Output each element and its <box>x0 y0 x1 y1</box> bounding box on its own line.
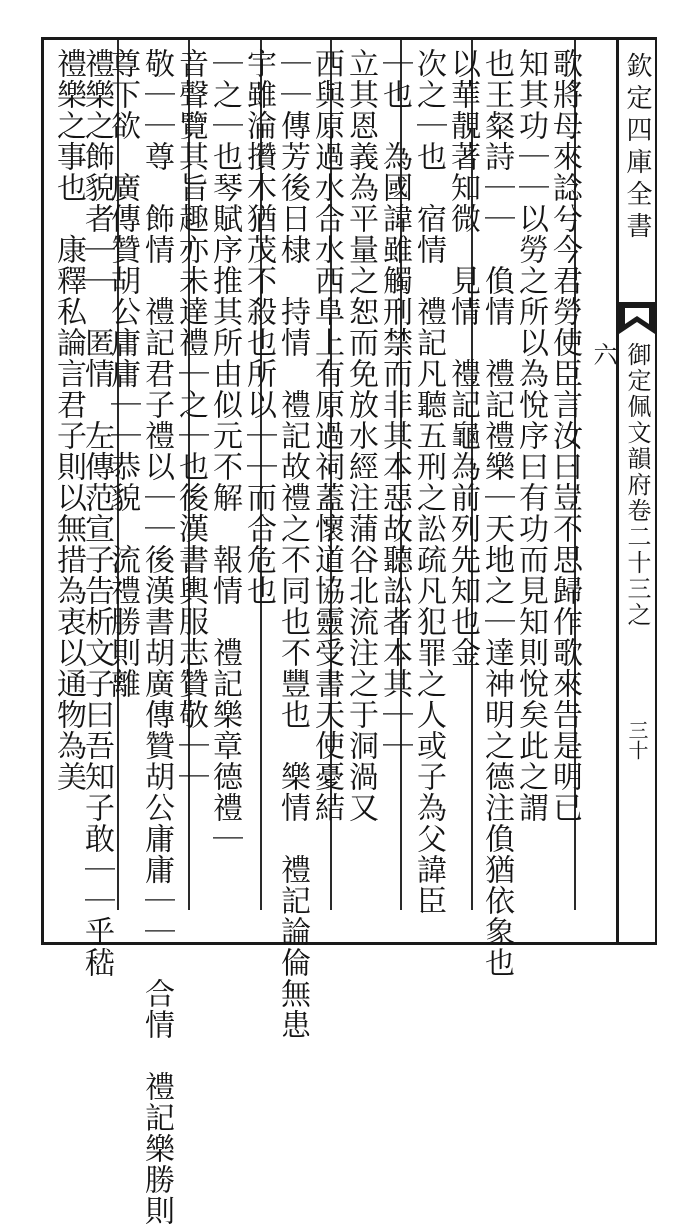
text-column-2: 知其功｜｜以勞之所以為悅序曰有功而見知則悅矣此之謂 <box>513 48 548 823</box>
text-column-7: 立其恩義為平量之恕而免放水經注蒲谷北流注之于洞渦又 <box>343 48 378 823</box>
text-column-15: 禮樂之飾貌者｜｜ 匿情 左傳范宣子告析文子曰吾知子敢｜｜乎嵇 <box>79 48 114 978</box>
collection-title: 欽定四庫全書 <box>622 52 652 244</box>
text-column-9: ｜｜傳芳後日棣 持情 禮記故禮之不同也不豐也 樂情 禮記論倫無患 <box>275 48 310 1040</box>
text-column-4: 以華靚著知微 見情 禮記龜為前列先知也金 <box>445 48 480 668</box>
text-column-8: 西與原過水合水西阜上有原過祠蓋懷道協靈受書天使憂結 <box>309 48 344 823</box>
fishtail-ornament <box>617 298 657 338</box>
text-column-10: 宇雖淪攢木猶茂不殺也所以｜｜而合危也 <box>241 48 276 606</box>
text-column-16: 禮樂之事也 康釋私論言君子則以無措為衷以通物為美 <box>51 48 86 792</box>
text-column-14: 尊下欲 廣傳贊胡公庸庸｜｜恭貌 流禮勝則離 <box>105 48 140 699</box>
text-column-6: ｜也 為國諱雖觸刑禁而非其本惡故聽訟者本其｜｜ <box>377 48 412 761</box>
text-column-13: 敬｜｜尊 飾情 禮記君子禮以｜｜後漢書胡廣傳贊胡公庸庸｜｜ 合情 禮記樂勝則 <box>139 48 174 1226</box>
text-column-1: 歌將母來諗兮今君勞使臣言汝曰豈不思歸作歌來告是明已 <box>547 48 582 823</box>
text-column-5: 次之｜也 宿情 禮記凡聽五刑之訟疏凡犯罪之人或子為父諱臣 <box>411 48 446 916</box>
volume-label: 御定佩文韻府卷二十三之六 <box>589 342 651 628</box>
text-column-3: 也王粲詩｜｜ 偩情 禮記禮樂｜天地之｜達神明之德注偩猶依象也 <box>479 48 514 978</box>
text-column-12: 音聲覽其旨趣亦未達禮｜之｜也後漢書輿服志贊敬｜｜ <box>173 48 208 792</box>
text-column-11: ｜之｜也琴賦序推其所由似元不解 報情 禮記樂章德禮｜ <box>207 48 242 854</box>
folio-number: 三十 <box>625 720 649 760</box>
